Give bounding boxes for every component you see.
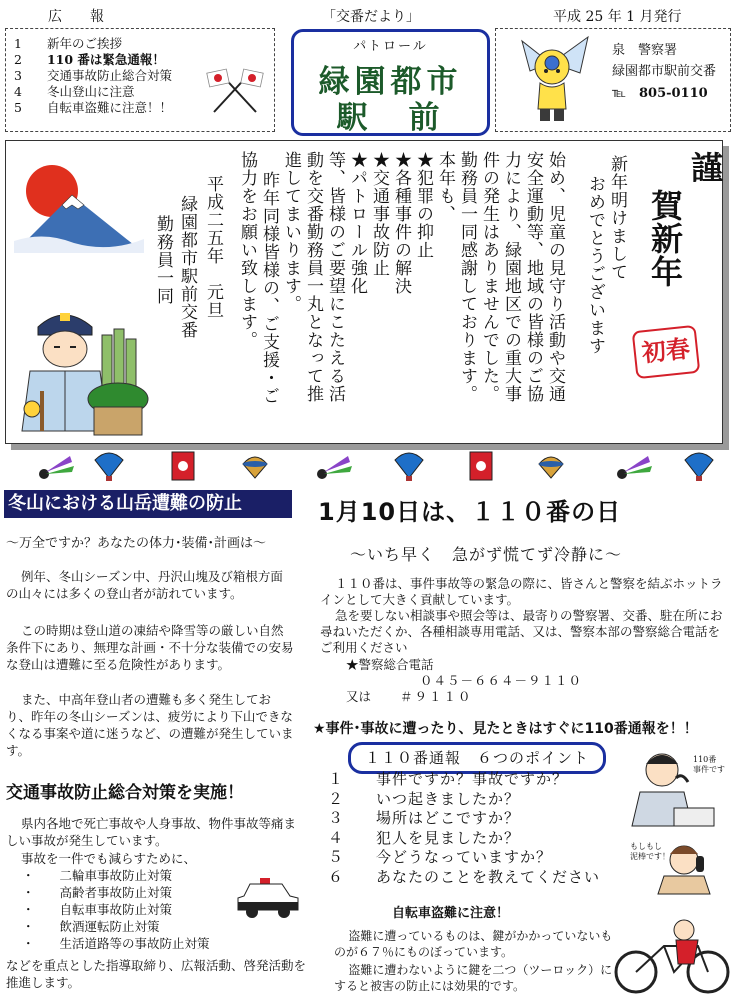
traffic-closing: などを重点とした指導取締り、広報活動、啓発活動を推進します。 [6, 958, 307, 990]
police-car-icon [236, 876, 300, 920]
bicycle-thief-icon [614, 912, 732, 998]
title-box-line1: 緑園都市 [318, 64, 463, 100]
contact-box [495, 28, 731, 132]
greeting-col: おめでとうございます [585, 175, 605, 355]
contact-station: 泉 警察署 [612, 43, 678, 58]
header-left-title: 広 報 [48, 9, 104, 25]
list-item: ・ 飲酒運転防止対策 [22, 919, 160, 934]
greeting-col: 昨年同様皆様の、ご支援・ご [259, 171, 279, 405]
toc-box [5, 28, 275, 132]
traffic-paragraph: 県内各地で死亡事故や人身事故、物件事故等痛ましい事故が発生しています。 [6, 816, 297, 848]
bike-paragraph: 盗難に遭わないように鍵を二つ（ツーロック）にすると被害の防止には効果的です。 [334, 963, 613, 993]
greeting-col: 新年明けまして [607, 155, 627, 281]
day110-subtitle: ～いち早く 急がず慌てず冷静に～ [350, 545, 623, 564]
day110-paragraph: 急を要しない相談事や照会等は、最寄りの警察署、交番、駐在所にお尋ねいただくか、各種相談専用電話、又は、警察本部の警察総合電話をご利用ください [320, 608, 723, 655]
greeting-col: 本年も、 [435, 151, 455, 223]
greeting-col: 安全運動等、地域の皆様のご協 [523, 151, 543, 403]
toc-list [14, 36, 172, 116]
toc-item: 2 110 番は緊急通報！ [14, 52, 165, 67]
bike-title: 自転車盗難に注意！ [392, 906, 510, 921]
list-item: ５ 今どうなっていますか？ [328, 848, 553, 866]
greeting-col: 勤務員一同感謝しております。 [457, 151, 477, 403]
list-item: ３ 場所はどこですか？ [328, 809, 521, 827]
hanafuda-card-icon [468, 450, 494, 482]
winter-paragraph: この時期は登山道の凍結や降雪等の厳しい自然条件下にあり、無理な計画・不十分な装備での安易な登山は遭難に至る危険性があります。 [6, 623, 294, 672]
list-item: ・ 高齢者事故防止対策 [22, 885, 173, 900]
greeting-col: ★各種事件の解決 [391, 151, 411, 295]
greeting-box [5, 140, 723, 444]
toc-item: 1 新年のご挨拶 [14, 36, 122, 51]
winter-subtitle: ～万全ですか？あなたの体力･装備･計画は～ [6, 536, 267, 551]
call-110-emphasis: ★事件･事故に遭ったり、見たときはすぐに110番通報を！！ [313, 721, 698, 737]
winter-title: 冬山における山岳遭難の防止 [4, 490, 292, 518]
points-title: １１０番通報 ６つのポイント [364, 749, 589, 767]
greeting-title-2: 賀新年 [646, 189, 684, 288]
newsletter-title-box [291, 29, 490, 136]
greeting-col: 協力をお願い致します。 [237, 151, 257, 349]
greeting-sign-1: 緑園都市駅前交番 [177, 195, 197, 339]
spinning-top-icon [392, 450, 426, 482]
title-box-top: パトロール [353, 39, 428, 54]
points-list [328, 770, 600, 887]
greeting-sign-2: 勤務員一同 [153, 215, 173, 305]
header-date: 平成 25 年 1 月発行 [553, 9, 682, 25]
greeting-title-1: 謹 [686, 151, 724, 184]
spinning-top-icon [536, 452, 566, 480]
traffic-list [22, 867, 210, 952]
greeting-col: 力により、緑園地区での重大事 [501, 151, 521, 403]
shuttlecock-icon [614, 452, 654, 480]
spinning-top-icon [240, 452, 270, 480]
toc-item: 4 冬山登山に注意 [14, 84, 135, 99]
list-item: ６ あなたのことを教えてください [328, 867, 601, 886]
day110-paragraph: １１０番は、事件事故等の緊急の際に、皆さんと警察を結ぶホットラインとして大きく貢献しています。 [320, 576, 723, 607]
kadomatsu-icon [84, 327, 150, 439]
list-item: ・ 生活道路等の事故防止対策 [22, 936, 210, 951]
greeting-col: 始め、児童の見守り活動や交通 [545, 151, 565, 403]
greeting-col: 動を交番勤務員一丸となって推 [303, 151, 323, 403]
alt-phone-number: ＃９１１０ [400, 689, 473, 704]
winter-paragraph: 例年、冬山シーズン中、丹沢山塊及び箱根方面の山々には多くの登山者が訪れています。 [6, 569, 283, 601]
greeting-col: 等、皆様のご要望にこたえる活 [325, 151, 345, 403]
greeting-date: 平成二五年 元旦 [203, 175, 223, 319]
shuttlecock-icon [314, 452, 354, 480]
police-mascot-icon [510, 33, 596, 127]
title-box-line2: 駅 前 [336, 100, 445, 136]
greeting-col: ★交通事故防止 [369, 151, 389, 277]
greeting-col: 件の発生はありませんでした。 [479, 151, 499, 403]
traffic-title: 交通事故防止総合対策を実施！ [6, 783, 244, 803]
crossed-flags-icon [206, 67, 264, 115]
list-item: ２ いつ起きましたか？ [328, 789, 521, 808]
bike-paragraph: 盗難に遭っているものは、鍵がかかっていないものが６７％にものぼっています。 [334, 929, 613, 959]
list-item: １ 事件ですか？事故ですか？ [328, 770, 569, 788]
list-item: ・ 自転車事故防止対策 [22, 902, 173, 917]
hatsuharu-stamp: 初春 [632, 325, 701, 379]
list-item: ・ 二輪車事故防止対策 [22, 868, 173, 883]
hanafuda-card-icon [170, 450, 196, 482]
greeting-col: 進してまいります。 [281, 151, 301, 313]
traffic-paragraph: 事故を一件でも減らすために、 [21, 851, 197, 866]
winter-paragraph: また、中高年登山者の遭難も多く発生しており、昨年の冬山シーズンは、疲労により下山できなくなる事案や道に迷うなど、の遭難が発生しています。 [6, 692, 294, 758]
toc-item: 5 自転車盗難に注意！！ [14, 100, 172, 115]
toc-item: 3 交通事故防止総合対策 [14, 68, 172, 83]
list-item: ４ 犯人を見ましたか？ [328, 828, 521, 847]
spinning-top-icon [682, 450, 716, 482]
day110-title: 1月10日は、１１０番の日 [318, 498, 622, 526]
hq-phone-number: ０４５－６６４－９１１０ [420, 673, 583, 688]
greeting-col: ★犯罪の抑止 [413, 151, 433, 259]
illus-label: 110番 事件です [693, 755, 725, 774]
alt-phone-label: 又は [346, 689, 372, 704]
hq-phone-label: ★警察総合電話 [346, 657, 434, 672]
contact-tel: ℡ 805-0110 [612, 86, 708, 101]
greeting-col: ★パトロール強化 [347, 151, 367, 295]
header-center-title: 「交番だより」 [322, 9, 420, 25]
spinning-top-icon [92, 450, 126, 482]
mount-fuji-sunrise-icon [14, 151, 144, 261]
contact-koban: 緑園都市駅前交番 [612, 64, 717, 79]
illus-label: もしもし 泥棒です！ [630, 842, 670, 861]
decoration-row [0, 450, 735, 482]
shuttlecock-icon [36, 452, 76, 480]
